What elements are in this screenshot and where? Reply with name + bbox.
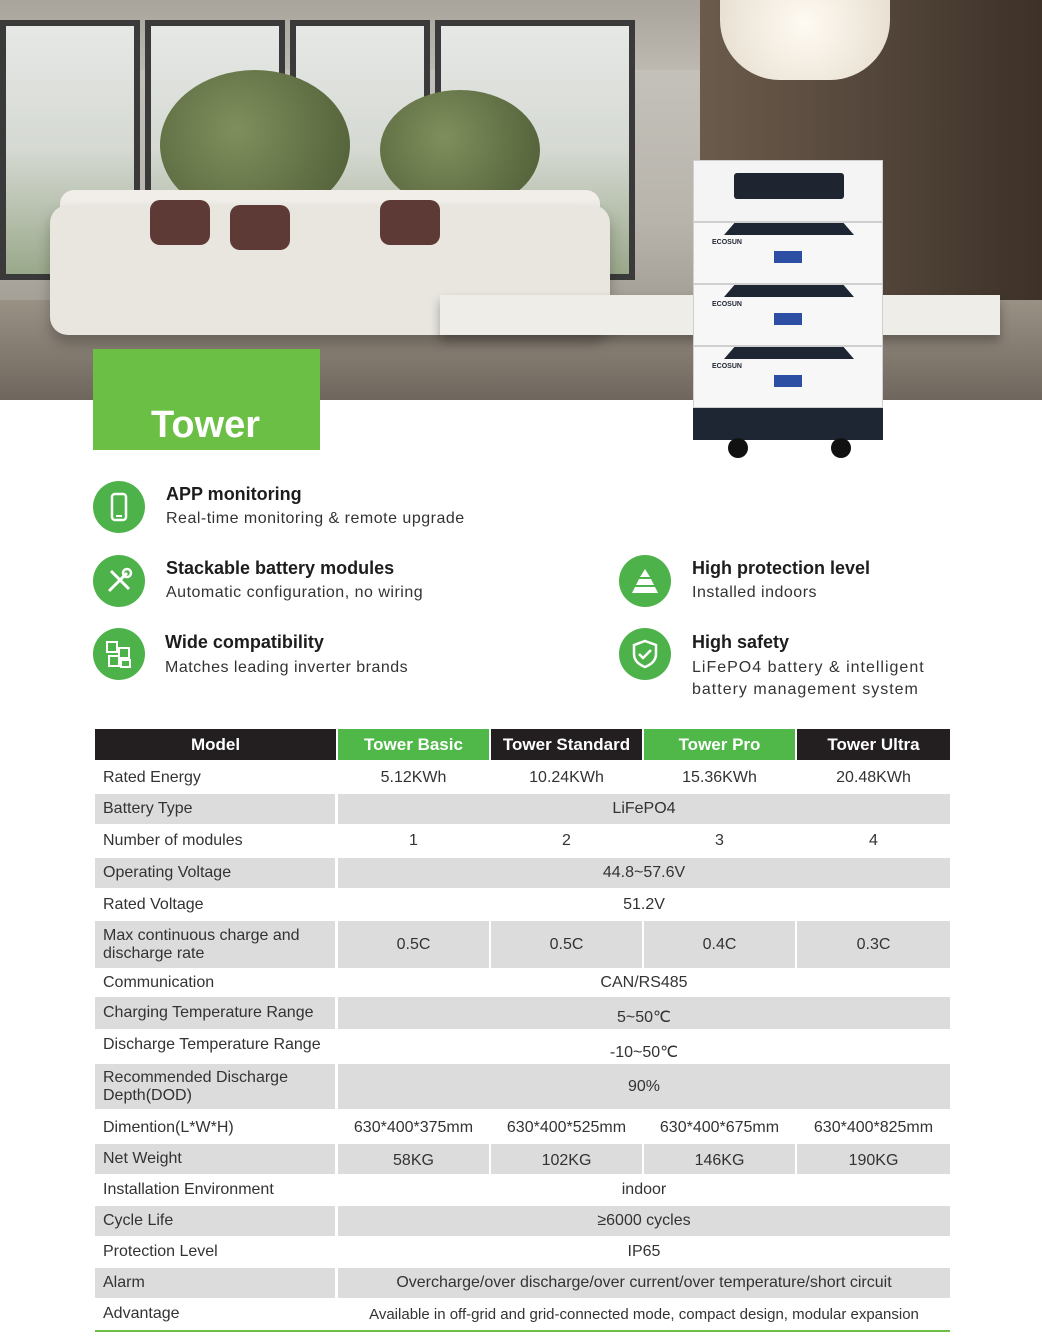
table-cell: 15.36KWh <box>682 769 757 786</box>
table-cell: 5.12KWh <box>380 769 447 786</box>
table-cell: -10~50℃ <box>609 1044 679 1061</box>
table-cell: IP65 <box>627 1243 661 1260</box>
row-label: Protection Level <box>103 1243 218 1260</box>
controller-screen <box>734 173 844 199</box>
table-cell: 2 <box>562 832 571 849</box>
table-cell: 58KG <box>338 1144 489 1174</box>
table-cell: 0.3C <box>797 921 950 968</box>
wheel <box>728 438 748 458</box>
tools-icon <box>93 555 145 607</box>
table-cell: 630*400*525mm <box>506 1119 627 1136</box>
feature-title: Stackable battery modules <box>166 558 395 578</box>
table-row <box>95 997 950 1029</box>
module-logo: ECOSUN <box>712 301 742 308</box>
hero-photo <box>0 0 1042 400</box>
row-label: Battery Type <box>95 794 335 824</box>
table-cell: 190KG <box>797 1144 950 1174</box>
row-label: Communication <box>103 974 215 991</box>
table-header: Tower Standard <box>491 729 642 760</box>
table-cell: 102KG <box>491 1144 642 1174</box>
table-cell: 90% <box>338 1064 950 1109</box>
table-row <box>95 1268 950 1298</box>
table-cell: Overcharge/over discharge/over current/over temperature/short circuit <box>338 1268 950 1298</box>
row-label: Max continuous charge and discharge rate <box>95 921 335 968</box>
table-cell: 146KG <box>644 1144 795 1174</box>
row-label: Advantage <box>103 1305 180 1322</box>
feature-title: Wide compatibility <box>165 632 324 652</box>
pillow <box>380 200 440 245</box>
battery-tower-image <box>693 160 883 460</box>
table-cell: CAN/RS485 <box>600 974 688 991</box>
table-cell: LiFePO4 <box>338 794 950 824</box>
row-label: Discharge Temperature Range <box>103 1036 321 1053</box>
table-cell: 5~50℃ <box>338 997 950 1029</box>
tower-controller <box>693 160 883 222</box>
row-label: Operating Voltage <box>95 858 335 888</box>
table-cell: 1 <box>409 832 418 849</box>
feature-desc: Real-time monitoring & remote upgrade <box>166 510 465 527</box>
table-cell: 0.5C <box>491 921 642 968</box>
table-row <box>95 1064 950 1109</box>
table-row <box>95 970 950 996</box>
table-row <box>95 1176 950 1204</box>
table-header: Tower Pro <box>644 729 795 760</box>
table-row <box>95 1114 950 1142</box>
table-header: Tower Basic <box>338 729 489 760</box>
module-logo: ECOSUN <box>712 363 742 370</box>
row-label: Number of modules <box>103 832 243 849</box>
feature-title: High protection level <box>692 558 871 578</box>
table-row <box>95 921 950 968</box>
module-logo: ECOSUN <box>712 239 742 246</box>
wheel <box>831 438 851 458</box>
row-label: Net Weight <box>95 1144 335 1174</box>
table-header: Tower Ultra <box>797 729 950 760</box>
layers-icon <box>619 555 671 607</box>
table-cell: 630*400*825mm <box>813 1119 934 1136</box>
table-cell: indoor <box>621 1181 667 1198</box>
table-cell: Available in off-grid and grid-connected mode, compact design, modular expansion <box>369 1305 919 1323</box>
table-cell: 0.4C <box>644 921 795 968</box>
row-label: Rated Energy <box>103 769 201 786</box>
table-header: Model <box>95 729 336 760</box>
table-row <box>95 794 950 824</box>
battery-module <box>693 222 883 284</box>
pendant-lamp <box>720 0 890 80</box>
table-cell: 0.5C <box>338 921 489 968</box>
table-cell: 4 <box>869 832 878 849</box>
table-cell: 630*400*375mm <box>353 1119 474 1136</box>
tower-base <box>693 408 883 440</box>
table-row <box>95 1300 950 1328</box>
table-cell: 630*400*675mm <box>659 1119 780 1136</box>
table-cell: 51.2V <box>623 896 665 913</box>
battery-module <box>693 284 883 346</box>
page-title: Tower <box>151 404 261 446</box>
table-row <box>95 891 950 919</box>
table-cell: ≥6000 cycles <box>338 1206 950 1236</box>
table-cell: 3 <box>715 832 724 849</box>
row-label: Installation Environment <box>103 1181 274 1198</box>
feature-desc: LiFePO4 battery & intelligent battery management system <box>692 659 925 698</box>
table-row <box>95 1206 950 1236</box>
modules-icon <box>93 628 145 680</box>
feature-title: APP monitoring <box>166 484 302 504</box>
table-row <box>95 1144 950 1174</box>
row-label: Rated Voltage <box>103 896 204 913</box>
row-label: Alarm <box>95 1268 335 1298</box>
feature-desc: Matches leading inverter brands <box>165 659 409 676</box>
table-row <box>95 827 950 855</box>
table-row <box>95 1031 950 1063</box>
table-cell: 44.8~57.6V <box>338 858 950 888</box>
feature-title: High safety <box>692 632 790 652</box>
shield-check-icon <box>619 628 671 680</box>
phone-icon <box>93 481 145 533</box>
bottom-divider <box>95 1330 950 1332</box>
table-cell: 10.24KWh <box>529 769 604 786</box>
battery-module <box>693 346 883 408</box>
row-label: Cycle Life <box>95 1206 335 1236</box>
table-row <box>95 858 950 888</box>
row-label: Recommended Discharge Depth(DOD) <box>95 1064 335 1109</box>
table-cell: 20.48KWh <box>836 769 911 786</box>
table-row <box>95 1238 950 1266</box>
title-badge <box>93 349 320 450</box>
row-label: Dimention(L*W*H) <box>103 1119 234 1136</box>
table-row <box>95 765 950 791</box>
feature-desc: Installed indoors <box>692 584 818 601</box>
feature-desc: Automatic configuration, no wiring <box>166 584 424 601</box>
row-label: Charging Temperature Range <box>95 997 335 1029</box>
pillow <box>150 200 210 245</box>
pillow <box>230 205 290 250</box>
